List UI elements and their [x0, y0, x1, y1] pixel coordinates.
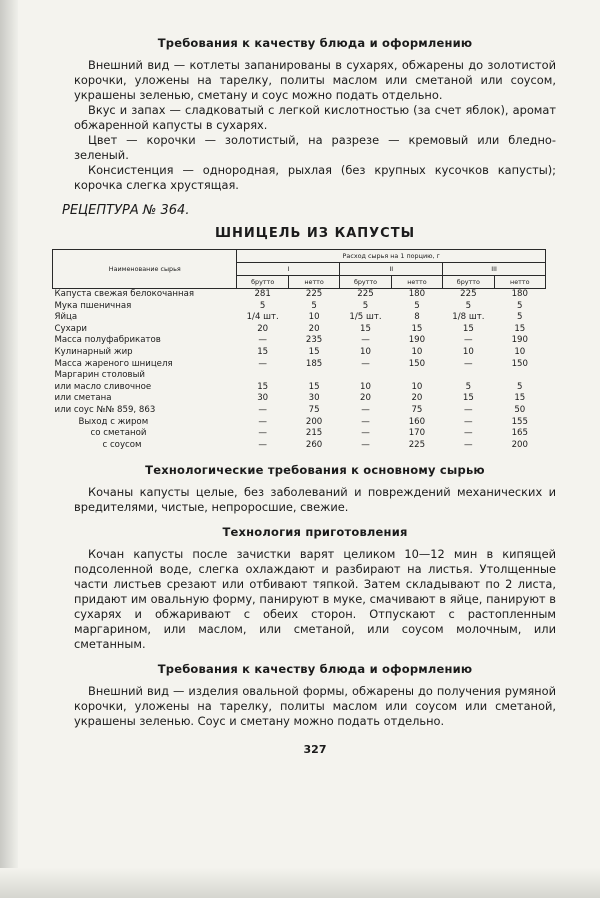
ingredient-value: 15 [257, 381, 269, 392]
ingredient-value: 150 [408, 358, 426, 369]
ingredient-value: 15 [308, 381, 320, 392]
ingredient-name: со сметаной [90, 428, 147, 439]
ingredient-value: 190 [408, 335, 426, 346]
ingredient-value: — [258, 335, 267, 346]
ingredient-value: 10 [411, 346, 423, 357]
table-row [53, 370, 546, 382]
table-row [53, 440, 546, 452]
ingredient-value: 15 [462, 323, 474, 334]
net-header: нетто [288, 276, 339, 289]
ingredient-name: с соусом [102, 439, 142, 450]
ingredient-name: или масло сливочное [54, 381, 152, 392]
table-row [53, 324, 546, 336]
ingredient-value: 215 [305, 428, 323, 439]
ingredient-value: 75 [308, 404, 320, 415]
technology-heading: Технология приготовления [222, 525, 408, 540]
ingredient-value: 10 [514, 346, 526, 357]
ingredient-value: 225 [357, 289, 374, 299]
ingredient-value: 20 [257, 323, 269, 334]
page-content [54, 26, 556, 757]
ingredient-value: 15 [411, 323, 423, 334]
ingredient-value: — [361, 416, 370, 427]
ingredient-value: 1/4 шт. [246, 312, 279, 323]
ingredient-value: 20 [411, 393, 423, 404]
ingredient-value: 190 [511, 335, 528, 346]
ingredient-value: 15 [257, 346, 269, 357]
ingredient-name: Яйца [54, 312, 78, 323]
ingredient-value: 150 [511, 358, 528, 369]
table-row [53, 359, 546, 371]
ingredient-name: Маргарин столовый [54, 370, 145, 381]
ingredient-value: — [464, 439, 473, 450]
name-column-header: Наименование сырья [53, 250, 237, 289]
ingredient-value: 165 [511, 428, 528, 439]
ingredient-value: 160 [408, 416, 426, 427]
ingredient-value: 15 [308, 346, 320, 357]
ingredient-value: 281 [254, 289, 271, 299]
ingredient-value: 225 [460, 289, 477, 299]
ingredient-value: — [361, 404, 370, 415]
net-header: нетто [391, 276, 442, 289]
quality-taste-text: Вкус и запах — сладковатый с легкой кислотностью (за счет яблок), аромат обжаренной капусты в сухарях. [74, 103, 556, 132]
ingredient-value: — [464, 428, 473, 439]
ingredient-value: — [258, 358, 267, 369]
ingredient-value: 170 [408, 428, 426, 439]
technology-text: Кочан капусты после зачистки варят целиком 10—12 мин в кипящей подсоленной воде, слегка охлаждают и разбирают на листья. Утолщенные части листьев срезают или отбивают тяпкой. Затем складывают по 2 листа, придают им овальную форму, панируют в муке, смачивают в яйце, панируют в сухарях и обжаривают с обеих сторон. Отпускают с растопленным маргарином, или маслом, или сметаной, или соусом молочным, или сметанным. [74, 547, 556, 652]
ingredient-value: — [464, 416, 473, 427]
gross-header: брутто [443, 276, 494, 289]
raw-material-text: Кочаны капусты целые, без заболеваний и повреждений механических и вредителями, чистые, непроросшие, свежие. [74, 485, 556, 515]
ingredient-value [494, 370, 545, 382]
ingredient-value: 15 [514, 393, 526, 404]
table-row [53, 417, 546, 429]
gross-header: брутто [340, 276, 391, 289]
ingredient-value: 155 [511, 416, 528, 427]
table-row [53, 312, 546, 324]
ingredient-value: 30 [308, 393, 320, 404]
ingredient-value: 1/8 шт. [452, 312, 485, 323]
ingredient-name: Масса жареного шницеля [54, 358, 173, 369]
quality-color-text: Цвет — корочки — золотистый, на разрезе — кремовый или бледно-зеленый. [74, 133, 556, 162]
table-row [53, 335, 546, 347]
column-III-header: III [443, 263, 546, 276]
ingredient-value: 5 [465, 300, 472, 311]
ingredient-value: 20 [360, 393, 371, 404]
ingredient-value: 185 [305, 358, 323, 369]
ingredient-value: 10 [462, 346, 474, 357]
ingredient-name: Сухари [54, 323, 87, 334]
ingredient-value: 5 [517, 300, 523, 311]
ingredient-value: 5 [465, 381, 472, 392]
ingredient-value: 15 [462, 393, 474, 404]
page-bottom-shadow [0, 868, 600, 898]
table-row [53, 405, 546, 417]
table-row [53, 289, 546, 301]
table-row [53, 428, 546, 440]
ingredient-name: Мука пшеничная [54, 300, 132, 311]
quality-appearance-text: Внешний вид — котлеты запанированы в сухарях, обжарены до золотистой корочки, уложены на тарелку, политы маслом или сметаной или соусом, украшены зеленью, сметану и соус можно подать отдельно. [74, 58, 556, 102]
ingredient-value: 5 [517, 312, 523, 323]
ingredient-value: 10 [411, 381, 423, 392]
ingredient-value: 1/5 шт. [349, 312, 382, 323]
quality-heading-2: Требования к качеству блюда и оформлению [157, 662, 473, 677]
ingredient-value [391, 370, 442, 382]
ingredient-value: 180 [408, 289, 426, 299]
gross-header: брутто [237, 276, 288, 289]
table-row [53, 347, 546, 359]
ingredient-value: 5 [362, 300, 369, 311]
ingredient-name: Выход с жиром [78, 416, 149, 427]
table-row [53, 393, 546, 405]
consumption-header: Расход сырья на 1 порцию, г [237, 250, 546, 263]
ingredient-value: 180 [511, 289, 528, 299]
recipe-table [52, 249, 546, 451]
ingredient-value: — [361, 358, 370, 369]
ingredient-value: 50 [514, 404, 526, 415]
quality-consistency-text: Консистенция — однородная, рыхлая (без крупных кусочков капусты); корочка слегка хрустящая. [74, 163, 556, 192]
ingredient-value: 260 [305, 439, 323, 450]
ingredient-value: 75 [411, 404, 423, 415]
ingredient-value: 30 [257, 393, 269, 404]
net-header: нетто [494, 276, 545, 289]
ingredient-value: — [361, 439, 370, 450]
ingredient-value: — [464, 358, 473, 369]
ingredient-value: 20 [308, 323, 320, 334]
page-edge-shadow [0, 0, 18, 898]
ingredient-value: — [258, 428, 267, 439]
ingredient-value: 200 [305, 416, 323, 427]
ingredient-value: 5 [259, 300, 266, 311]
ingredient-value: 10 [308, 312, 320, 323]
raw-material-heading: Технологические требования к основному сырью [145, 463, 485, 478]
ingredient-name: Капуста свежая белокочанная [54, 289, 195, 299]
ingredient-value: — [464, 335, 473, 346]
page-number: 327 [303, 743, 327, 757]
ingredient-value: 10 [360, 346, 371, 357]
ingredient-value: 225 [408, 439, 426, 450]
ingredient-value: — [361, 428, 370, 439]
ingredient-value [443, 370, 494, 382]
ingredient-value: 235 [305, 335, 323, 346]
ingredient-value [340, 370, 391, 382]
ingredient-value: — [258, 404, 267, 415]
quality-appearance-text-2: Внешний вид — изделия овальной формы, обжарены до получения румяной корочки, уложены на тарелку, политы маслом или соусом или сметаной, украшены зеленью. Соус и сметану можно подать отдельно. [74, 684, 556, 729]
quality-heading-1: Требования к качеству блюда и оформлению [157, 36, 473, 50]
ingredient-value [237, 370, 288, 382]
dish-title: ШНИЦЕЛЬ ИЗ КАПУСТЫ [214, 226, 416, 241]
column-I-header: I [237, 263, 340, 276]
ingredient-value [288, 370, 339, 382]
column-II-header: II [340, 263, 443, 276]
table-row [53, 301, 546, 313]
ingredient-name: или соус №№ 859, 863 [54, 404, 156, 415]
ingredient-value: 200 [511, 439, 528, 450]
ingredient-value: 15 [360, 323, 371, 334]
ingredient-value: — [464, 404, 473, 415]
ingredient-value: 5 [311, 300, 317, 311]
ingredient-value: 5 [517, 381, 523, 392]
recipe-number: РЕЦЕПТУРА № 364. [62, 203, 190, 218]
ingredient-value: — [258, 439, 267, 450]
ingredient-name: Масса полуфабрикатов [54, 335, 161, 346]
ingredient-value: 15 [514, 323, 526, 334]
ingredient-value: 8 [414, 312, 420, 323]
ingredient-value: — [258, 416, 267, 427]
ingredient-value: 225 [305, 289, 323, 299]
table-row [53, 382, 546, 394]
ingredient-name: или сметана [54, 393, 112, 404]
ingredient-value: — [361, 335, 370, 346]
ingredient-name: Кулинарный жир [54, 346, 133, 357]
ingredient-value: 5 [414, 300, 420, 311]
ingredient-value: 10 [360, 381, 371, 392]
